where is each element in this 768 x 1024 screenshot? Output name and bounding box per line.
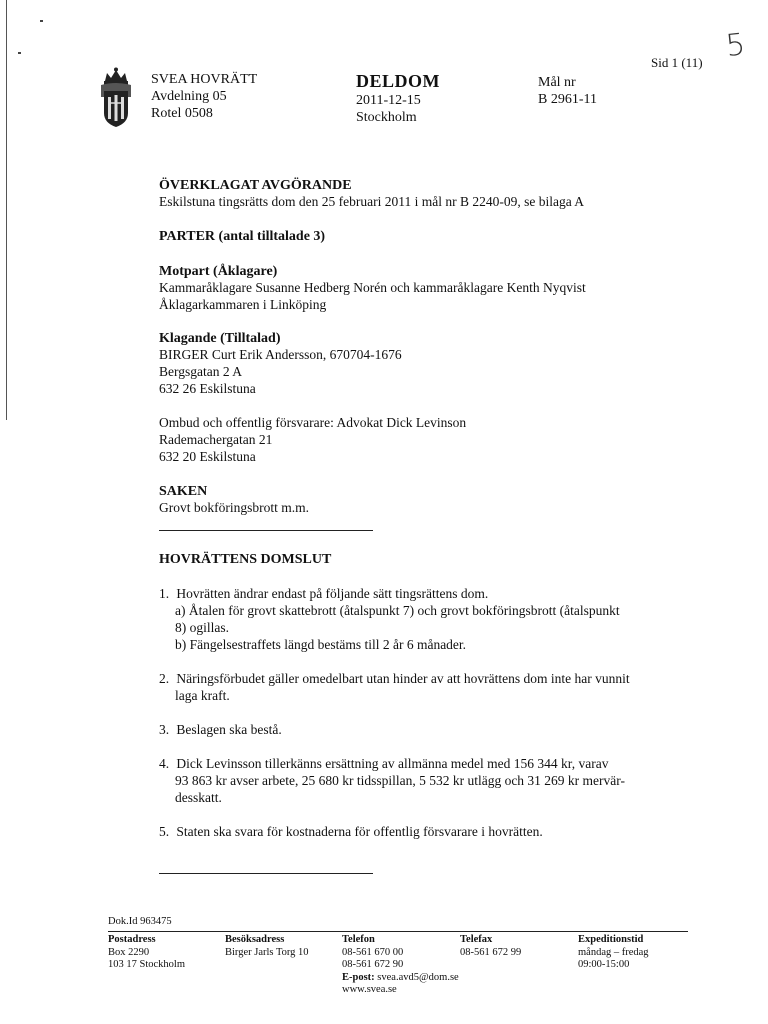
ruling-item: [159, 721, 282, 739]
footer-fax: [460, 934, 521, 959]
matter-heading: SAKEN: [159, 484, 208, 499]
footer-postal-address: [108, 934, 185, 972]
court-name: SVEA HOVRÄTT: [151, 72, 258, 87]
ruling-item-text: Staten ska svara för kostnaderna för offentlig försvarare i hovrätten.: [176, 824, 543, 839]
footer-heading: Telefax: [460, 934, 493, 945]
document-place: Stockholm: [356, 110, 417, 125]
case-number: B 2961-11: [538, 92, 597, 107]
ruling-item-text: 93 863 kr avser arbete, 25 680 kr tidsspillan, 5 532 kr utlägg och 31 269 kr mervär-: [175, 773, 626, 788]
handwritten-page-number: 5: [724, 27, 747, 64]
ruling-item-number: 3.: [159, 722, 170, 737]
footer-office-hours: [578, 934, 649, 972]
appealed-decision-heading: ÖVERKLAGAT AVGÖRANDE: [159, 178, 352, 193]
ruling-item-number: 4.: [159, 756, 170, 771]
footer-text: Birger Jarls Torg 10: [225, 946, 309, 958]
footer-text: 09:00-15:00: [578, 959, 630, 970]
ruling-item-text: Dick Levinsson tillerkänns ersättning av allmänna medel med 156 344 kr, varav: [176, 756, 609, 771]
counsel-line: Ombud och offentlig försvarare: Advokat Dick Levinson: [159, 415, 467, 430]
appellant-heading: Klagande (Tilltalad): [159, 331, 281, 346]
ruling-item: [159, 823, 543, 841]
ruling-item-text: laga kraft.: [175, 688, 230, 703]
document-type: DELDOM: [356, 71, 440, 91]
scan-speck: [40, 20, 43, 22]
appealed-decision-text: Eskilstuna tingsrätts dom den 25 februari 2011 i mål nr B 2240-09, se bilaga A: [159, 194, 585, 209]
footer-heading: Besöksadress: [225, 934, 285, 945]
footer-phone: [342, 934, 459, 997]
footer-heading: Telefon: [342, 934, 375, 945]
ruling-item-text: a) Åtalen för grovt skattebrott (åtalspunkt 7) och grovt bokföringsbrott (åtalspunkt: [175, 603, 620, 618]
ruling-item-text: b) Fängelsestraffets längd bestäms till 2 år 6 månader.: [175, 637, 467, 652]
appellant-line: Bergsgatan 2 A: [159, 364, 242, 379]
parties-heading: PARTER (antal tilltalade 3): [159, 229, 326, 244]
ruling-item-number: 1.: [159, 586, 170, 601]
footer-text: Box 2290: [108, 946, 150, 958]
counterparty-line: Kammaråklagare Susanne Hedberg Norén och kammaråklagare Kenth Nyqvist: [159, 280, 586, 295]
court-division: Avdelning 05: [151, 89, 227, 104]
ruling-item: [159, 585, 488, 603]
ruling-item-number: 5.: [159, 824, 170, 839]
ruling-item-text: Beslagen ska bestå.: [176, 722, 282, 737]
section-divider: [159, 530, 373, 531]
footer-rule: [108, 931, 688, 932]
footer-email: [342, 972, 459, 985]
court-rotel: Rotel 0508: [151, 106, 213, 121]
scan-speck: [18, 52, 21, 54]
document-date: 2011-12-15: [356, 93, 421, 108]
coat-of-arms-logo: [99, 67, 133, 129]
ruling-item: [159, 755, 608, 773]
footer-text: 08-561 670 00: [342, 946, 404, 958]
counsel-line: 632 20 Eskilstuna: [159, 449, 256, 464]
footer-text: 08-561 672 90: [342, 959, 404, 970]
footer-email-label: E-post:: [342, 971, 375, 983]
appellant-line: 632 26 Eskilstuna: [159, 381, 256, 396]
footer-visiting-address: [225, 934, 309, 959]
appellant-line: BIRGER Curt Erik Andersson, 670704-1676: [159, 347, 402, 362]
footer-text: måndag – fredag: [578, 946, 649, 958]
footer-text: 08-561 672 99: [460, 946, 522, 958]
footer-heading: Expeditionstid: [578, 934, 644, 945]
footer-email-link[interactable]: svea.avd5@dom.se: [377, 971, 459, 983]
ruling-item-text: Hovrätten ändrar endast på följande sätt tingsrättens dom.: [176, 586, 489, 601]
section-divider: [159, 873, 373, 874]
counsel-line: Rademachergatan 21: [159, 432, 273, 447]
ruling-heading: HOVRÄTTENS DOMSLUT: [159, 552, 332, 567]
footer-heading: Postadress: [108, 934, 156, 945]
ruling-item-text: desskatt.: [175, 790, 222, 805]
counterparty-line: Åklagarkammaren i Linköping: [159, 297, 327, 312]
footer-text: 103 17 Stockholm: [108, 959, 186, 970]
document-id: Dok.Id 963475: [108, 916, 172, 927]
page-number: Sid 1 (11): [651, 55, 703, 70]
ruling-item-text: Näringsförbudet gäller omedelbart utan hinder av att hovrättens dom inte har vunnit: [176, 671, 630, 686]
ruling-item-text: 8) ogillas.: [175, 620, 229, 635]
ruling-item-number: 2.: [159, 671, 170, 686]
footer-website-link[interactable]: www.svea.se: [342, 984, 397, 995]
counterparty-heading: Motpart (Åklagare): [159, 264, 278, 279]
scan-margin-line: [6, 0, 7, 420]
matter-text: Grovt bokföringsbrott m.m.: [159, 500, 309, 515]
ruling-item: [159, 670, 630, 688]
case-number-label: Mål nr: [538, 75, 576, 90]
